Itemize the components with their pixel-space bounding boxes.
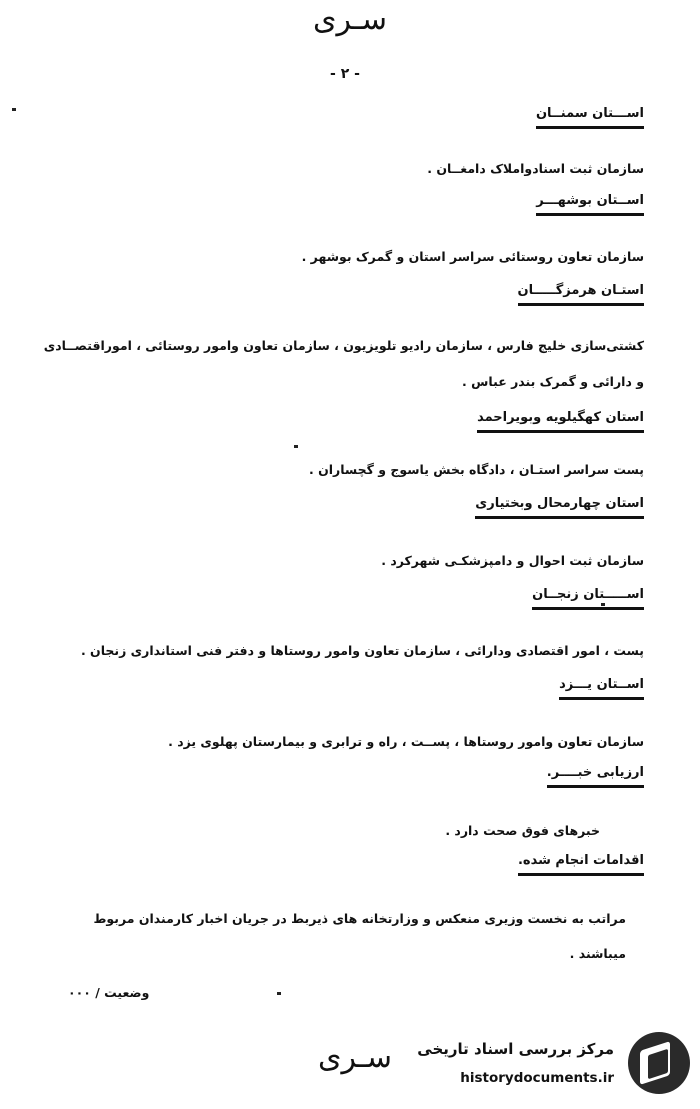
section-heading: ارزیابی خبــــر. xyxy=(547,765,644,788)
section-heading: اســـــتان زنجــان xyxy=(532,587,644,610)
archive-emblem-icon xyxy=(628,1032,690,1094)
section-heading: استان چهارمحال وبختیاری xyxy=(475,496,644,519)
section-heading: اســـتان سمنــان xyxy=(536,106,644,129)
closing-text: میباشند . xyxy=(569,946,626,961)
page-number: - ٢ - xyxy=(330,66,360,82)
section-text: کشتی‌سازی خلیج فارس ، سازمان رادیو تلویزیون ، سازمان تعاون وامور روستائی ، اموراقتصــادی xyxy=(43,338,644,353)
section-text: سازمان تعاون روستائی سراسر استان و گمرک بوشهر . xyxy=(301,249,644,264)
section-heading: اقدامات انجام شده. xyxy=(518,853,644,876)
section-text: پست سراسر استـان ، دادگاه بخش یاسوج و گچساران . xyxy=(308,462,644,477)
section-text: و دارائی و گمرک بندر عباس . xyxy=(462,374,644,389)
archive-logo xyxy=(417,1030,696,1100)
section-heading: اســتان بوشهـــر xyxy=(536,193,644,216)
classification-footer: سـری xyxy=(318,1040,392,1075)
classification-title: سـری xyxy=(313,2,387,37)
scan-speck xyxy=(12,108,16,111)
scan-speck xyxy=(294,445,298,448)
archive-logo-url: historydocuments.ir xyxy=(460,1070,614,1086)
section-text: سازمان ثبت احوال و دامپزشکـی شهرکرد . xyxy=(381,553,644,568)
section-heading: استان کهگیلویه وبویراحمد xyxy=(477,410,644,433)
section-text: پست ، امور اقتصادی ودارائی ، سازمان تعاون وامور روستاها و دفتر فنی استانداری زنجان . xyxy=(80,643,644,658)
section-text: خبرهای فوق صحت دارد . xyxy=(445,823,600,838)
section-text: سازمان تعاون وامور روستاها ، پســت ، راه و ترابری و بیمارستان پهلوی یزد . xyxy=(168,734,644,749)
closing-text: مراتب به نخست وزیری منعکس و وزارتخانه های ذیربط در جریان اخبار کارمندان مربوط xyxy=(93,911,626,926)
section-text: سازمان ثبت اسنادواملاک دامغــان . xyxy=(427,161,644,176)
archive-logo-text: مرکز بررسی اسناد تاریخی xyxy=(417,1040,614,1058)
status-line: وضعیت / ۰۰۰ xyxy=(68,985,150,1000)
section-heading: اســتان یـــزد xyxy=(559,677,644,700)
section-heading: استـان هرمزگـــــان xyxy=(518,283,644,306)
scan-speck xyxy=(277,992,281,995)
